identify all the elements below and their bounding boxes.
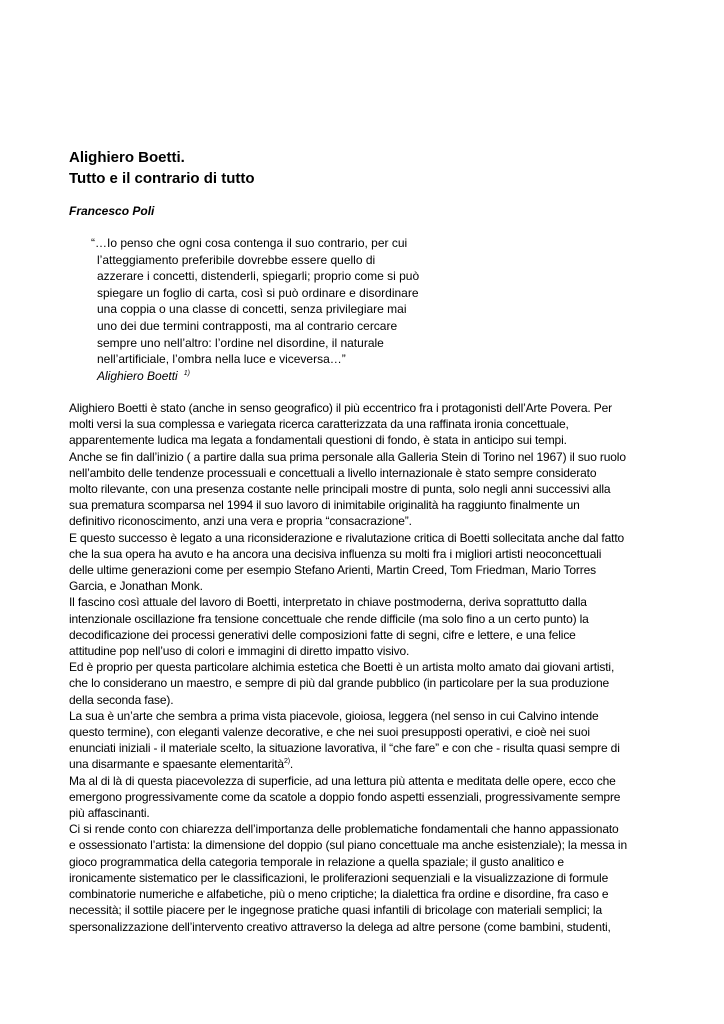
body-line: più affascinanti.	[69, 806, 150, 821]
body-line: Anche se fin dall’inizio ( a partire dalla sua prima personale alla Galleria Stein di Torino nel 1967) il suo ruolo	[69, 449, 626, 464]
body-line: Garcia, e Jonathan Monk.	[69, 579, 203, 594]
body-line: ironicamente sistematico per le classificazioni, le proliferazioni sequenziali e la visualizzazione di formule	[69, 870, 609, 885]
quote-line: sempre uno nell’altro: l’ordine nel disordine, il naturale	[97, 335, 384, 350]
quote-line: “…Io penso che ogni cosa contenga il suo contrario, per cui	[91, 236, 408, 250]
body-line: che lo considerano un maestro, e sempre di più dal grande pubblico (in particolare per la sua produzione	[69, 676, 610, 691]
body-line: nell’ambito delle tendenze processuali e concettuali a livello internazionale è stato sempre considerato	[69, 465, 597, 480]
body-line: gioco programmatica della categoria temporale in relazione a quella spaziale; il gusto analitico e	[69, 854, 564, 869]
footnote-marker: 2)	[283, 758, 290, 766]
body-line: Alighiero Boetti è stato (anche in senso geografico) il più eccentrico fra i protagonisti dell’Arte Povera. Per	[69, 401, 612, 415]
body-line-text: una disarmante e spaesante elementarità	[69, 757, 284, 772]
footnote-trailing-punctuation: .	[289, 757, 294, 772]
body-line: che la sua opera ha avuto e ha ancora una decisiva influenza su molti fra i migliori artisti neoconcettuali	[69, 546, 602, 561]
body-line: sua prematura scomparsa nel 1994 il suo lavoro di inimitabile originalità ha raggiunto finalmente un	[69, 498, 580, 513]
document-title	[69, 147, 629, 189]
body-line: E questo successo è legato a una riconsiderazione e rivalutazione critica di Boetti sollecitata anche dal fatto	[69, 530, 625, 545]
body-line: molti versi la sua complessa e variegata ricerca caratterizzata da una raffinata ironia concettuale,	[69, 417, 569, 432]
body-line: enunciati iniziali - il materiale scelto, la situazione lavorativa, il “che fare” e con che - risulta quasi sempre di	[69, 741, 620, 756]
body-line: combinatorie numeriche e alfabetiche, più o meno criptiche; la dialettica fra ordine e disordine, fra caso e	[69, 887, 609, 902]
quote-line: l’atteggiamento preferibile dovrebbe essere quello di	[97, 252, 376, 267]
body-line: emergono progressivamente come da scatole a doppio fondo aspetti essenziali, progressivamente sempre	[69, 789, 621, 804]
quote-attribution-name: Alighiero Boetti	[97, 368, 178, 383]
body-line: delle ultime generazioni come per esempio Stefano Arienti, Martin Creed, Tom Friedman, Mario Torres	[69, 563, 596, 578]
quote-line: nell’artificiale, l’ombra nella luce e viceversa…”	[97, 352, 346, 367]
body-line: definitivo riconoscimento, anzi una vera e propria “consacrazione”.	[69, 514, 412, 529]
quote-line: una coppia o una classe di concetti, senza privilegiare mai	[97, 302, 407, 317]
author-name: Francesco Poli	[69, 204, 155, 218]
body-line: attitudine pop nell’uso di colori e immagini di diretto impatto visivo.	[69, 644, 410, 659]
footnote-marker: 1)	[183, 369, 190, 377]
body-text	[69, 400, 659, 935]
subtitle-line: Tutto e il contrario di tutto	[69, 170, 255, 187]
body-line: necessità; il sottile piacere per le ingegnose pratiche quasi infantili di bricolage con materiali semplici; la	[69, 903, 602, 918]
quote-line: azzerare i concetti, distenderli, spiegarli; proprio come si può	[97, 269, 420, 284]
body-line: decodificazione dei processi generativi delle composizioni fatte di segni, cifre e lettere, e una felice	[69, 627, 576, 642]
body-line: Ci si rende conto con chiarezza dell’importanza delle problematiche fondamentali che hanno appassionato	[69, 822, 619, 837]
quote-line: spiegare un foglio di carta, così si può ordinare e disordinare	[97, 285, 419, 300]
body-line: molto rilevante, con una presenza costante nelle principali mostre di punta, solo negli anni successivi alla	[69, 482, 611, 497]
epigraph-quote	[91, 235, 441, 384]
body-line: della seconda fase).	[69, 692, 174, 707]
body-line: Il fascino così attuale del lavoro di Boetti, interpretato in chiave postmoderna, deriva soprattutto dalla	[69, 595, 587, 610]
body-line: Ed è proprio per questa particolare alchimia estetica che Boetti è un artista molto amato dai giovani artisti,	[69, 660, 615, 675]
body-line: e ossessionato l’artista: la dimensione del doppio (sul piano concettuale ma anche esistenziale); la messa in	[69, 838, 627, 853]
body-line: spersonalizzazione dell’intervento creativo attraverso la delega ad altre persone (come bambini, studenti,	[69, 919, 611, 934]
body-line: Ma al di là di questa piacevolezza di superficie, ad una lettura più attenta e meditata delle opere, ecco che	[69, 773, 616, 788]
title-line: Alighiero Boetti.	[69, 149, 185, 166]
body-line: apparentemente ludica ma legata a fondamentali questioni di fondo, è stata in anticipo sui tempi.	[69, 433, 567, 448]
body-line: intenzionale oscillazione fra tensione concettuale che rende difficile (ma solo fino a un certo punto) la	[69, 611, 589, 626]
body-line: La sua è un’arte che sembra a prima vista piacevole, gioiosa, leggera (nel senso in cui Calvino intende	[69, 708, 599, 723]
quote-line: uno dei due termini contrapposti, ma al contrario cercare	[97, 318, 398, 333]
quote-attribution	[91, 368, 441, 385]
body-line: questo termine), con eleganti valenze decorative, e che nei suoi presupposti operativi, e cioè nei suoi	[69, 725, 590, 740]
body-line	[69, 756, 659, 772]
